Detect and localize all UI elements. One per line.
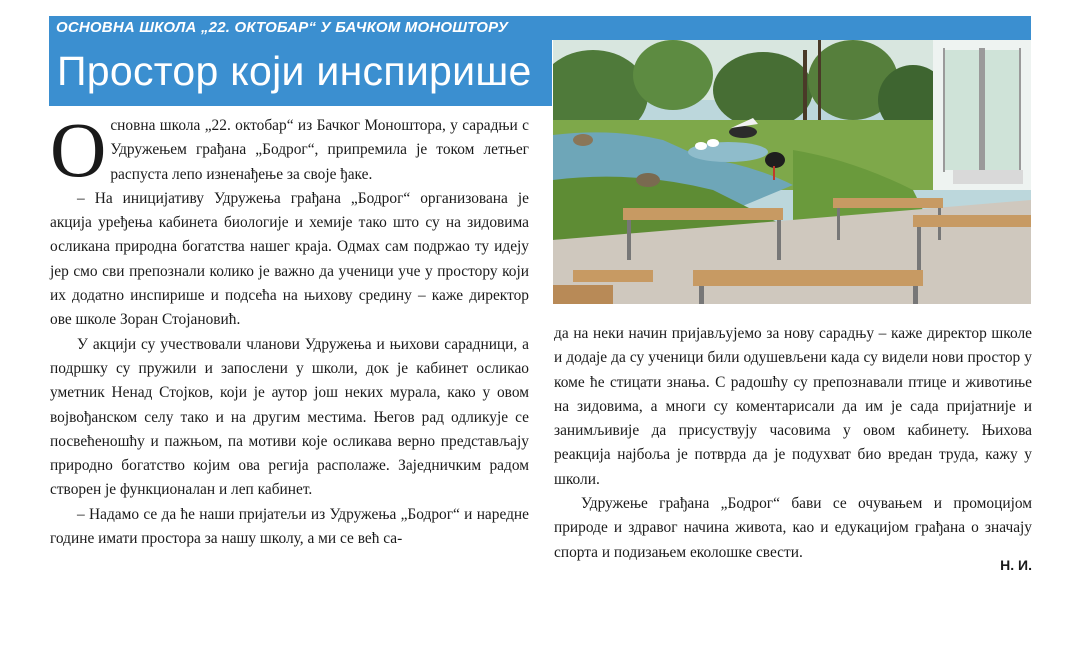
article-paragraph: Удружење грађана „Бодрог“ бави се очувањем и промоцијом природе и здравог начина живота, као и едукацијом грађана о значају спорта и подизањем еколошке свести. bbox=[554, 495, 1032, 561]
paragraph-text: сновна школа „22. октобар“ из Бачког Моноштора, у сарадњи с Удружењем грађана „Бодрог“, припремила је током летњег распуста лепо изненађење за своје ђаке. bbox=[110, 117, 529, 183]
author-signature: Н. И. bbox=[1000, 557, 1032, 573]
article-column-left bbox=[50, 106, 529, 551]
article-kicker: ОСНОВНА ШКОЛА „22. ОКТОБАР“ У БАЧКОМ МОНОШТОРУ bbox=[56, 19, 509, 36]
article-title: Простор који инспирише bbox=[57, 48, 532, 94]
article-paragraph: да на неки начин пријављујемо за нову сарадњу – каже директор школе и додаје да су ученици били одушевљени када су видели нови простор у коме ће стицати знања. С радошћу су препознавали птице и животиње на зидовима, а многи су коментарисали да им је сада пријатније и занимљивије да присуствују часовима у овом кабинету. Њихова реакција најбоља је потврда да је подухват био вредан труда, кажу у школи. bbox=[554, 325, 1032, 488]
classroom-photo bbox=[553, 40, 1031, 304]
article-paragraph bbox=[50, 106, 529, 193]
article-column-right bbox=[554, 322, 1032, 565]
article-paragraph: У акцији су учествовали чланови Удружења и њихови сарадници, а подршку су пружили и запослени у школи, док је кабинет осликао уметник Ненад Стојков, који је аутор још неких мурала, како у овом војвођанском селу тако и на другим местима. Његов рад одликује се посвећеношћу и пажњом, па мотиви које осликава верно представљају природно богатство којим ова регија располаже. Заједничким радом створен је функционалан и леп кабинет. bbox=[50, 335, 529, 499]
article-paragraph: – Надамо се да ће наши пријатељи из Удружења „Бодрог“ и наредне године имати простора за нашу школу, а ми се већ са- bbox=[50, 505, 529, 548]
drop-cap: О bbox=[50, 106, 107, 193]
article-paragraph: – На иницијативу Удружења грађана „Бодрог“ организована је акција уређења кабинета биологије и хемије тако што су на зидовима осликана природна богатства нашег краја. Одмах сам подржао ту идеју јер смо сви препознали колико је важно да ученици уче у простору који их додатно инспирише и подсећа на њихову средину – каже директор ове школе Зоран Стојановић. bbox=[50, 189, 529, 329]
